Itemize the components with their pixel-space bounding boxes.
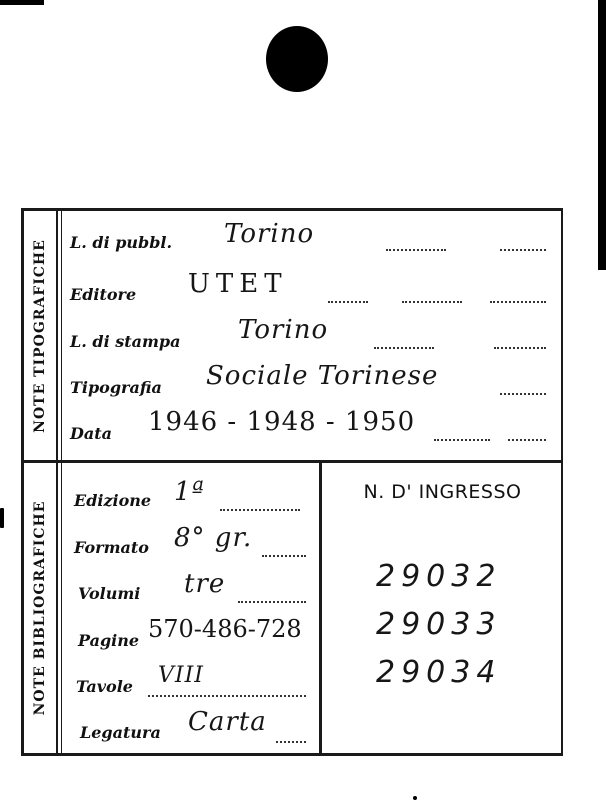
ingresso-box bbox=[319, 463, 563, 753]
value-tipografia: Sociale Torinese bbox=[206, 361, 439, 391]
label-tipografia: Tipografia bbox=[70, 378, 162, 397]
value-volumi: tre bbox=[184, 569, 226, 599]
label-pagine: Pagine bbox=[78, 631, 140, 650]
value-editore: UTET bbox=[188, 269, 288, 299]
scan-speck bbox=[413, 796, 417, 800]
side-band-bibliografiche bbox=[24, 463, 58, 753]
ingresso-number-2: 29033 bbox=[376, 607, 502, 642]
section-tipografiche bbox=[24, 211, 561, 463]
scan-speck bbox=[0, 508, 4, 528]
value-legatura: Carta bbox=[188, 707, 267, 737]
edge-mark bbox=[598, 0, 606, 270]
label-data: Data bbox=[70, 424, 112, 443]
value-pagine: 570-486-728 bbox=[148, 615, 302, 643]
label-formato: Formato bbox=[74, 538, 149, 557]
ingresso-number-1: 29032 bbox=[376, 559, 502, 594]
section-bibliografiche bbox=[24, 463, 561, 753]
punch-hole bbox=[266, 26, 328, 92]
ingresso-number-3: 29034 bbox=[376, 655, 502, 690]
value-edizione: 1ª bbox=[174, 477, 205, 507]
side-label-tipografiche: NOTE TIPOGRAFICHE bbox=[32, 238, 48, 433]
catalog-card bbox=[21, 208, 563, 756]
label-volumi: Volumi bbox=[78, 584, 141, 603]
label-edizione: Edizione bbox=[74, 491, 152, 510]
side-band-tipografiche bbox=[24, 211, 58, 460]
label-legatura: Legatura bbox=[80, 723, 161, 742]
label-editore: Editore bbox=[70, 285, 137, 304]
label-luogo-pubblicazione: L. di pubbl. bbox=[70, 233, 173, 252]
value-tavole: VIII bbox=[158, 663, 204, 688]
value-formato: 8° gr. bbox=[174, 523, 253, 553]
label-luogo-stampa: L. di stampa bbox=[70, 332, 181, 351]
ingresso-title: N. D' INGRESSO bbox=[363, 481, 522, 503]
value-luogo-stampa: Torino bbox=[238, 315, 329, 345]
corner-mark bbox=[0, 0, 44, 5]
value-data: 1946 - 1948 - 1950 bbox=[148, 407, 416, 437]
label-tavole: Tavole bbox=[76, 677, 133, 696]
value-luogo-pubblicazione: Torino bbox=[224, 219, 315, 249]
side-label-bibliografiche: NOTE BIBLIOGRAFICHE bbox=[32, 500, 48, 716]
